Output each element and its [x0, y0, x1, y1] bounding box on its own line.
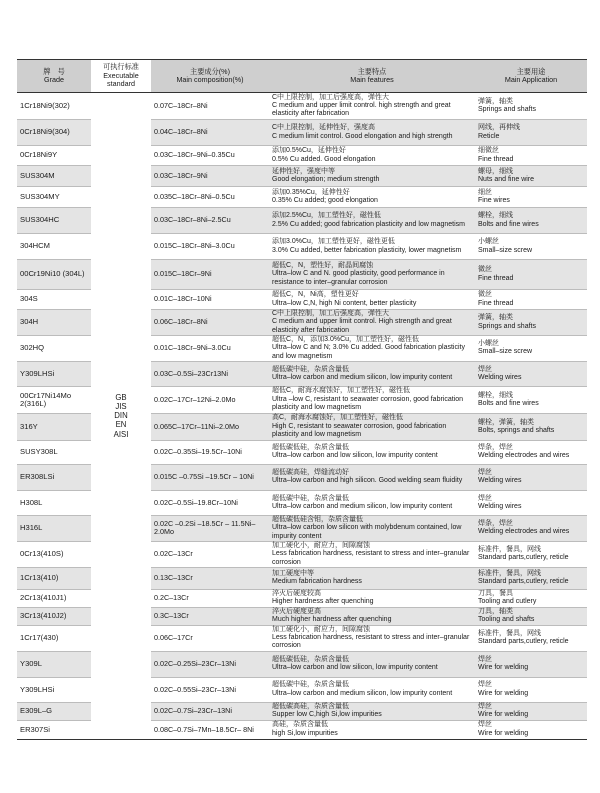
composition-cell [151, 187, 269, 208]
application-cell [475, 651, 587, 677]
features-cell [269, 310, 475, 336]
application-cell [475, 607, 587, 625]
composition-cell [151, 386, 269, 413]
grade-cell [17, 166, 91, 187]
composition-text: 0.02C–17Cr–12Ni–2.0Mo [154, 394, 236, 404]
composition-cell [151, 260, 269, 290]
grade-text: SUS304M [20, 170, 55, 180]
application-en: Standard parts,cutlery, reticle [478, 554, 569, 562]
application-zh: 微丝 [478, 291, 492, 299]
features-en: High C, resistant to seawater corrosion, good fabrication plasticity and low magnetism [272, 422, 447, 439]
application-cell [475, 589, 587, 607]
composition-text: 0.02C–0.25Si–23Cr–13Ni [154, 659, 236, 669]
features-en: Supper low C,high Si,low impurities [272, 711, 382, 719]
features-zh: 添加3.0%Cu，加工塑性更好，磁性更低 [272, 238, 395, 246]
grade-cell [17, 720, 91, 739]
features-zh: 加工硬度中等 [272, 570, 314, 578]
application-en: Fine wires [478, 197, 510, 204]
features-zh: C中上限控制，加工后强度高，弹性大 [272, 310, 390, 318]
application-cell [475, 208, 587, 234]
features-en: C medium and upper limit control. high strength and great elasticity after fabrication [272, 101, 451, 118]
application-en: Welding wires [478, 502, 522, 510]
grade-cell [17, 187, 91, 208]
features-cell [269, 260, 475, 290]
features-zh: 超低C，N，塑性好，耐晶间腐蚀 [272, 262, 374, 270]
grade-text: 304H [20, 317, 39, 327]
application-zh: 焊丝 [478, 681, 492, 689]
application-en: Small–size screw [478, 348, 533, 356]
composition-text: 0.035C–18Cr–8Ni–0.5Cu [154, 191, 235, 201]
grade-text: E309L–G [20, 706, 53, 716]
features-cell [269, 120, 475, 146]
features-en: Ultra –low C, resistant to seawater corrosion, good fabrication plasticity and low magnetism [272, 395, 464, 412]
application-en: Reticle [478, 132, 500, 140]
application-cell [475, 187, 587, 208]
features-zh: 添加0.5%Cu，延伸性好 [272, 147, 346, 155]
features-cell [269, 440, 475, 464]
standards-cell [91, 93, 151, 740]
grade-cell [17, 290, 91, 310]
application-en: Wire for welding [478, 711, 529, 719]
composition-text: 0.01C–18Cr–9Ni–3.0Cu [154, 343, 231, 353]
features-cell [269, 677, 475, 702]
features-zh: 高C，耐海水腐蚀好，加工塑性好，磁性低 [272, 414, 404, 422]
grade-text: 304HCM [20, 241, 50, 251]
header-row [17, 60, 587, 93]
features-en: C medium and upper limit control. High strength and great elasticity after fabrication [272, 318, 452, 334]
header-features-en: Main features [350, 75, 394, 84]
application-zh: 焊条，焊丝 [478, 520, 513, 528]
composition-text: 0.03C–0.5Si–23Cr13Ni [154, 368, 228, 378]
composition-text: 0.02C–0.35Si–19.5Cr–10Ni [154, 447, 242, 457]
composition-cell [151, 541, 269, 567]
application-en: Fine thread [478, 155, 514, 163]
grade-cell [17, 589, 91, 607]
grade-cell [17, 541, 91, 567]
application-zh: 弹簧，轴类 [478, 314, 513, 322]
application-cell [475, 625, 587, 651]
grade-text: 316Y [20, 421, 38, 431]
grade-text: ER307Si [20, 724, 50, 734]
features-zh: 超低碳低硅含钼，杂质含量低 [272, 515, 363, 523]
grade-text: 1Cr13(410) [20, 573, 59, 583]
composition-cell [151, 589, 269, 607]
table-body [17, 93, 587, 740]
features-zh: 延伸性好，强度中等 [272, 167, 335, 175]
grade-cell [17, 93, 91, 120]
composition-cell [151, 464, 269, 490]
application-en: Bolts and fine wires [478, 220, 539, 228]
grade-text: Y309LHSi [20, 684, 55, 694]
application-zh: 标准件，餐具，网线 [478, 630, 541, 638]
features-cell [269, 146, 475, 166]
grade-text: 3Cr13(410J2) [20, 611, 67, 621]
composition-text: 0.015C–18Cr–8Ni–3.0Cu [154, 241, 235, 251]
composition-cell [151, 440, 269, 464]
grade-text: 0Cr13(410S) [20, 549, 64, 559]
features-zh: 超低C，N，添加3.0%Cu，加工塑性好，磁性低 [272, 336, 420, 343]
composition-text: 0.3C–13Cr [154, 611, 189, 621]
features-zh: 添加0.35%Cu，延伸性好 [272, 188, 350, 196]
standard-item: EN [115, 420, 127, 430]
composition-cell [151, 515, 269, 541]
header-composition [151, 60, 269, 93]
grade-text: SUS304HC [20, 215, 60, 225]
application-zh: 微丝 [478, 266, 492, 274]
features-zh: 超低碳中硅，杂质含量低 [272, 365, 349, 373]
composition-cell [151, 720, 269, 739]
features-cell [269, 464, 475, 490]
application-zh: 细微丝 [478, 147, 499, 155]
features-cell [269, 208, 475, 234]
features-zh: 高硅，杂质含量低 [272, 721, 328, 729]
grade-cell [17, 310, 91, 336]
features-cell [269, 625, 475, 651]
composition-cell [151, 625, 269, 651]
grade-cell [17, 440, 91, 464]
features-zh: 加工硬化小，耐应力，间隙腐蚀 [272, 625, 370, 633]
features-zh: 超低碳中硅，杂质含量低 [272, 681, 349, 689]
grade-cell [17, 260, 91, 290]
application-cell [475, 93, 587, 120]
grade-text: 0Cr18Ni9Y [20, 150, 58, 160]
features-cell [269, 361, 475, 386]
composition-cell [151, 361, 269, 386]
features-en: Ultra–low carbon and medium silicon, low impurity content [272, 373, 453, 381]
grade-text: SUSY308L [20, 447, 58, 457]
features-cell [269, 166, 475, 187]
header-standard-zh: 可执行标准 [103, 62, 139, 72]
application-cell [475, 702, 587, 720]
features-en: Ultra–low carbon low silicon with molybdenum contained, low impurity content [272, 524, 462, 540]
grade-cell [17, 361, 91, 386]
composition-cell [151, 146, 269, 166]
features-en: Ultra–low C,N, high Ni content, better plasticity [272, 299, 417, 307]
application-zh: 焊丝 [478, 365, 492, 373]
features-cell [269, 720, 475, 739]
grade-text: Y309L [20, 659, 42, 669]
header-application-en: Main Application [504, 75, 558, 84]
features-en: Ultra–low carbon and medium silicon, low impurity content [272, 502, 453, 510]
application-zh: 焊丝 [478, 702, 492, 710]
features-zh: 淬火后硬度更高 [272, 608, 321, 616]
application-en: Nuts and fine wire [478, 176, 535, 183]
grade-cell [17, 208, 91, 234]
composition-cell [151, 607, 269, 625]
composition-text: 0.02C –0.2Si –18.5Cr – 11.5Ni–2.0Mo [154, 519, 256, 537]
application-zh: 标准件，餐具，网线 [478, 570, 541, 578]
application-en: Welding electrodes and wires [478, 528, 570, 536]
composition-cell [151, 413, 269, 440]
application-en: Tooling and shafts [478, 616, 535, 624]
application-zh: 焊丝 [478, 655, 492, 663]
application-en: Standard parts,cutlery, reticle [478, 578, 569, 586]
grade-cell [17, 146, 91, 166]
composition-text: 0.06C–17Cr [154, 633, 193, 643]
features-zh: 超低C，耐海水腐蚀好，加工塑性好，磁性低 [272, 387, 411, 395]
application-cell [475, 720, 587, 739]
grade-cell [17, 413, 91, 440]
application-zh: 刀具，餐具 [478, 590, 513, 598]
features-zh: C中上限控制，加工后强度高，弹性大 [272, 93, 390, 101]
grade-cell [17, 515, 91, 541]
standard-item: AISI [113, 429, 129, 439]
application-en: Springs and shafts [478, 106, 536, 113]
composition-text: 0.08C–0.7Si–7Mn–18.5Cr– 8Ni [154, 724, 254, 734]
application-zh: 网线，再伸线 [478, 124, 520, 132]
header-application-zh: 主要用途 [516, 66, 546, 76]
application-cell [475, 541, 587, 567]
header-composition-zh: 主要成分(%) [190, 66, 230, 76]
grade-text: H316L [20, 523, 43, 533]
features-zh: 超低C，N，Ni高，塑性更好 [272, 291, 359, 299]
application-cell [475, 336, 587, 362]
composition-text: 0.015C –0.75Si –19.5Cr – 10Ni [154, 472, 254, 482]
grade-cell [17, 702, 91, 720]
features-en: Ultra–low carbon and low silicon, low impurity content [272, 664, 438, 672]
features-cell [269, 567, 475, 589]
application-zh: 标准件，餐具，网线 [478, 546, 541, 554]
features-zh: 超低碳高硅，杂质含量低 [272, 702, 349, 710]
features-en: Much higher hardness after quenching [272, 616, 392, 624]
grade-text: Y309LHSi [20, 368, 55, 378]
composition-cell [151, 677, 269, 702]
features-en: Higher hardness after quenching [272, 598, 374, 606]
grade-cell [17, 567, 91, 589]
composition-cell [151, 290, 269, 310]
composition-cell [151, 702, 269, 720]
application-en: Small–size screw [478, 246, 533, 254]
header-grade-zh: 牌 号 [43, 66, 65, 76]
grade-table [17, 59, 587, 740]
composition-text: 0.07C–18Cr–8Ni [154, 100, 208, 110]
features-en: Ultra–low C and N. good plasticity, good performance in resistance to inter–granular corrosion [272, 270, 445, 286]
features-cell [269, 589, 475, 607]
application-en: Fine thread [478, 274, 514, 282]
grade-cell [17, 234, 91, 260]
features-cell [269, 702, 475, 720]
features-cell [269, 93, 475, 120]
features-cell [269, 187, 475, 208]
application-en: Wire for welding [478, 729, 529, 737]
application-zh: 螺栓，弹簧，轴类 [478, 418, 534, 426]
application-en: Welding electrodes and wires [478, 452, 570, 460]
application-cell [475, 146, 587, 166]
composition-text: 0.2C–13Cr [154, 593, 189, 603]
application-en: Tooling and cutlery [478, 598, 537, 606]
grade-text: 0Cr18Ni9(304) [20, 127, 70, 137]
composition-text: 0.03C–18Cr–9Ni [154, 170, 208, 180]
composition-text: 0.02C–13Cr [154, 549, 193, 559]
features-zh: 超低碳高硅，焊缝流动好 [272, 469, 349, 477]
features-en: Ultra–low C and N; 3.0% Cu added. Good fabrication plasticity and low magnetism [272, 344, 465, 360]
features-zh: 添加2.5%Cu，加工塑性好，磁性低 [272, 212, 381, 220]
standard-item: JIS [115, 402, 127, 412]
features-cell [269, 541, 475, 567]
grade-text: H308L [20, 497, 43, 507]
standard-item: GB [115, 392, 127, 402]
composition-text: 0.02C–0.5Si–19.8Cr–10Ni [154, 497, 238, 507]
application-en: Welding wires [478, 373, 522, 381]
features-cell [269, 651, 475, 677]
grade-text: ER308LSi [20, 472, 55, 482]
grade-cell [17, 607, 91, 625]
grade-cell [17, 677, 91, 702]
features-cell [269, 336, 475, 362]
grade-cell [17, 625, 91, 651]
application-en: Welding wires [478, 477, 522, 485]
composition-text: 0.13C–13Cr [154, 573, 193, 583]
application-zh: 螺栓，细线 [478, 212, 513, 220]
grade-text: 2Cr13(410J1) [20, 593, 67, 603]
application-cell [475, 260, 587, 290]
application-en: Wire for welding [478, 664, 529, 672]
composition-text: 0.065C–17Cr–11Ni–2.0Mo [154, 421, 239, 431]
composition-text: 0.015C–18Cr–9Ni [154, 269, 212, 279]
composition-text: 0.03C–18Cr–9Ni–0.35Cu [154, 150, 235, 160]
composition-cell [151, 336, 269, 362]
composition-cell [151, 166, 269, 187]
application-cell [475, 567, 587, 589]
features-cell [269, 490, 475, 515]
features-en: high Si,low impurities [272, 729, 338, 737]
composition-cell [151, 490, 269, 515]
grade-text: 1Cr18Ni9(302) [20, 100, 70, 110]
features-cell [269, 290, 475, 310]
composition-cell [151, 120, 269, 146]
features-zh: 超低碳中硅，杂质含量低 [272, 494, 349, 502]
application-cell [475, 386, 587, 413]
application-cell [475, 490, 587, 515]
grade-cell [17, 386, 91, 413]
grade-cell [17, 490, 91, 515]
composition-cell [151, 93, 269, 120]
grade-text: 1Cr17(430) [20, 633, 59, 643]
features-en: Less fabrication hardness, resistant to stress and inter–granular corrosion [272, 550, 470, 566]
features-en: Ultra–low carbon and medium silicon, low impurity content [272, 689, 453, 697]
features-zh: 淬火后硬度较高 [272, 590, 321, 598]
composition-text: 0.02C–0.7Si–23Cr–13Ni [154, 706, 232, 716]
grade-cell [17, 651, 91, 677]
grade-cell [17, 120, 91, 146]
composition-cell [151, 310, 269, 336]
features-en: 2.5% Cu added; good fabrication plasticity and low magnetism [272, 220, 465, 228]
standard-item: DIN [114, 411, 128, 421]
grade-text: 304S [20, 294, 38, 304]
application-cell [475, 464, 587, 490]
features-en: Medium fabrication hardness [272, 578, 362, 586]
grade-cell [17, 336, 91, 362]
header-features [269, 60, 475, 93]
application-zh: 焊丝 [478, 721, 492, 729]
application-en: Bolts and fine wires [478, 399, 539, 407]
features-en: 0.35% Cu added; good elongation [272, 197, 378, 204]
application-zh: 弹簧，轴类 [478, 97, 513, 105]
features-cell [269, 515, 475, 541]
header-grade [17, 60, 91, 93]
features-en: Less fabrication hardness, resistant to stress and inter–granular corrosion [272, 634, 470, 650]
features-cell [269, 607, 475, 625]
grade-text: 00Cr19Ni10 (304L) [20, 269, 85, 279]
application-cell [475, 290, 587, 310]
features-en: Ultra–low carbon and high silicon. Good welding seam fluidity [272, 477, 463, 485]
composition-cell [151, 234, 269, 260]
features-cell [269, 234, 475, 260]
application-cell [475, 440, 587, 464]
composition-cell [151, 651, 269, 677]
features-zh: 超低碳低硅，杂质含量低 [272, 655, 349, 663]
application-cell [475, 515, 587, 541]
header-standard-en1: Executable [103, 70, 139, 80]
application-cell [475, 677, 587, 702]
grade-cell [17, 464, 91, 490]
header-standard-en2: standard [107, 79, 135, 89]
application-en: Standard parts,cutlery, reticle [478, 638, 569, 646]
composition-text: 0.03C–18Cr–8Ni–2.5Cu [154, 215, 231, 225]
features-en: C medium limit control. Good elongation and high strength [272, 132, 453, 140]
features-cell [269, 386, 475, 413]
application-zh: 刀具，轴类 [478, 608, 513, 616]
application-zh: 螺栓，细线 [478, 391, 513, 399]
header-composition-en: Main composition(%) [176, 75, 244, 84]
application-en: Bolts, springs and shafts [478, 426, 555, 434]
application-cell [475, 310, 587, 336]
application-zh: 细丝 [478, 188, 492, 196]
application-zh: 焊丝 [478, 469, 492, 477]
grade-text: 302HQ [20, 343, 45, 353]
application-cell [475, 234, 587, 260]
application-en: Wire for welding [478, 689, 529, 697]
features-en: Good elongation; medium strength [272, 176, 380, 183]
application-en: Fine thread [478, 299, 514, 307]
features-en: 3.0% Cu added, better fabrication plasticity, lower magnetism [272, 246, 462, 254]
application-zh: 小螺丝 [478, 238, 499, 246]
composition-cell [151, 567, 269, 589]
features-en: Ultra–low carbon and low silicon, low impurity content [272, 452, 438, 460]
header-standard [91, 60, 151, 93]
application-cell [475, 361, 587, 386]
composition-text: 0.04C–18Cr–8Ni [154, 127, 208, 137]
application-zh: 小螺丝 [478, 340, 499, 348]
grade-text: 00Cr17Ni14Mo 2(316L) [20, 390, 72, 408]
features-cell [269, 413, 475, 440]
features-en: 0.5% Cu added. Good elongation [272, 155, 376, 163]
composition-cell [151, 208, 269, 234]
application-zh: 螺母，细线 [478, 167, 513, 175]
application-cell [475, 120, 587, 146]
features-zh: C中上限控制，延伸性好，强度高 [272, 124, 376, 132]
application-cell [475, 413, 587, 440]
table-row [17, 93, 587, 120]
application-zh: 焊条，焊丝 [478, 444, 513, 452]
application-zh: 焊丝 [478, 494, 492, 502]
header-features-zh: 主要特点 [357, 66, 387, 76]
header-grade-en: Grade [44, 75, 64, 84]
application-cell [475, 166, 587, 187]
composition-text: 0.06C–18Cr–8Ni [154, 317, 208, 327]
application-en: Springs and shafts [478, 322, 536, 330]
composition-text: 0.01C–18Cr–10Ni [154, 294, 212, 304]
grade-text: SUS304MY [20, 191, 60, 201]
features-zh: 超低碳低硅，杂质含量低 [272, 444, 349, 452]
composition-text: 0.02C–0.55Si–23Cr–13Ni [154, 684, 236, 694]
features-zh: 加工硬化小，耐应力，间隙腐蚀 [272, 541, 370, 549]
header-application [475, 60, 587, 93]
